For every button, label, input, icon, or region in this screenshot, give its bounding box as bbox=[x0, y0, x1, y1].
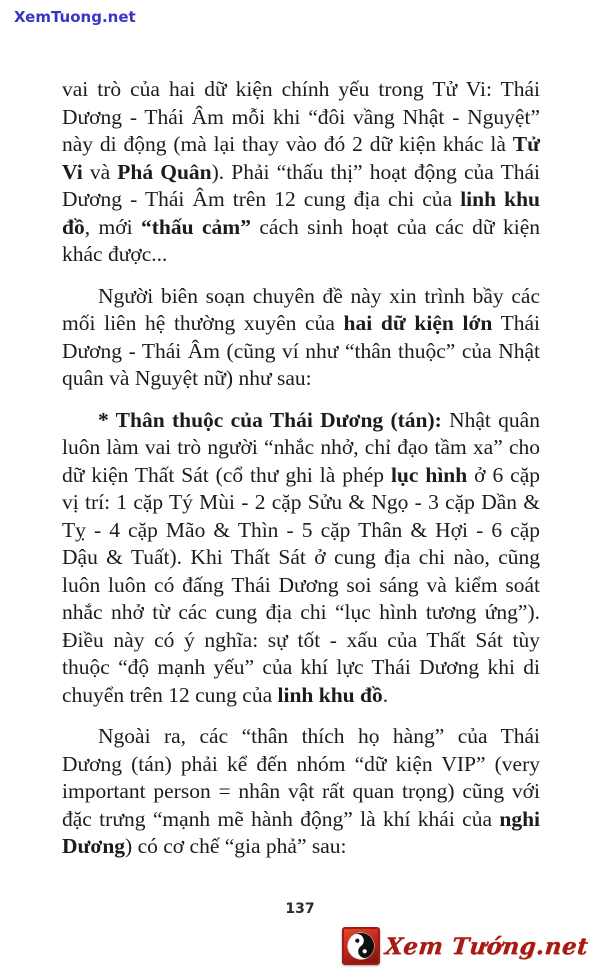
site-logo-link[interactable] bbox=[342, 927, 588, 965]
watermark-link[interactable]: XemTuong.net bbox=[14, 8, 136, 26]
text-run: Phá Quân bbox=[117, 159, 212, 184]
text-run: hai dữ kiện lớn bbox=[343, 311, 493, 335]
logo-square bbox=[342, 927, 380, 965]
paragraph bbox=[62, 407, 540, 710]
text-run: Tử Vi bbox=[62, 132, 540, 184]
text-run: * Thân thuộc của Thái Dương (tán): bbox=[98, 407, 442, 432]
text-run: và bbox=[82, 159, 118, 184]
paragraph bbox=[62, 76, 540, 269]
logo-text: Xem Tướng.net bbox=[383, 932, 590, 960]
text-run: ) có cơ chế “gia phả” sau: bbox=[125, 834, 347, 858]
text-run: . bbox=[382, 682, 389, 707]
page-number: 137 bbox=[285, 901, 315, 917]
text-run: ở 6 cặp vị trí: 1 cặp Tý Mùi - 2 cặp Sửu & Ngọ - 3 cặp Dần & Tỵ - 4 cặp Mão & Thìn - 5 cặp Thân & Hợi - 6 cặp Dậu & Tuất). Khi Thất Sát ở cung địa chi nào, cũng luôn luôn có đấng Thái Dương soi sáng và kiểm soát nhắc nhở từ các cung địa chi “lục hình tương ứng”). Điều này có ý nghĩa: sự tốt - xấu của Thất Sát tùy thuộc “độ mạnh yếu” của khí lực Thái Dương khi di chuyển trên 12 cung của bbox=[62, 462, 540, 707]
text-run: “thấu cảm” bbox=[141, 214, 251, 239]
text-run: nghi Dương bbox=[62, 806, 540, 858]
text-run: Ngoài ra, các “thân thích họ hàng” của Thái Dương (tán) phải kể đến nhóm “dữ kiện VIP” (very important person = nhân vật rất quan trọng) cũng với đặc trưng “mạnh mẽ hành động” là khí khái của bbox=[62, 724, 540, 831]
page-text bbox=[62, 76, 540, 875]
text-run: lục hình bbox=[390, 462, 468, 487]
text-run: Thái Dương - Thái Âm (cũng ví như “thân thuộc” của Nhật quân và Nguyệt nữ) như sau: bbox=[62, 311, 540, 390]
text-run: Người biên soạn chuyên đề này xin trình bầy các mối liên hệ thường xuyên của bbox=[62, 283, 540, 335]
text-run: linh khu đồ bbox=[62, 187, 541, 239]
yin-yang-icon bbox=[347, 932, 375, 960]
paragraph bbox=[62, 723, 540, 861]
text-run: vai trò của hai dữ kiện chính yếu trong Tử Vi: Thái Dương - Thái Âm mỗi khi “đôi vầng Nhật - Nguyệt” này di động (mà lại thay vào đó 2 dữ kiện khác là bbox=[62, 77, 540, 156]
text-run: , mới bbox=[84, 214, 141, 239]
text-run: ). Phải “thấu thị” hoạt động của Thái Dương - Thái Âm trên 12 cung địa chi của bbox=[62, 159, 540, 211]
text-run: Nhật quân luôn làm vai trò người “nhắc nhở, chỉ đạo tầm xa” cho dữ kiện Thất Sát (cổ thư ghi là phép bbox=[62, 407, 540, 487]
text-run: cách sinh hoạt của các dữ kiện khác được... bbox=[62, 214, 540, 266]
paragraph bbox=[62, 283, 540, 393]
text-run: linh khu đồ bbox=[277, 682, 383, 707]
